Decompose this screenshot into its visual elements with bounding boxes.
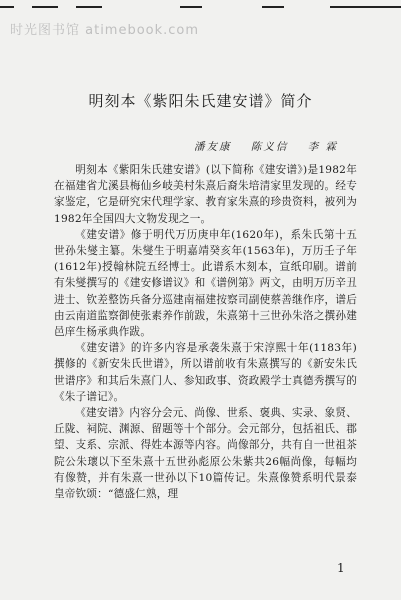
top-rule-segment (32, 6, 58, 8)
article-body (54, 162, 357, 502)
article-title: 明刻本《紫阳朱氏建安谱》简介 (88, 92, 313, 110)
top-rule-segment (0, 6, 14, 8)
body-paragraph: 《建安谱》修于明代万历庚申年(1620年)，系朱氏第十五世孙朱燮主纂。朱燮生于明嘉靖癸亥年(1563年)，万历壬子年(1612年)授翰林院五经博士。此谱系木刻本，宣纸印刷。谱前有朱燮撰写的《建安修谱议》和《谱例第》两文，由明万历辛丑进士、钦差整饬兵备分巡建南福建按察司副使蔡善继作序，谱后由云南道监察御使张素养作前跋，朱熹第十三世孙朱洛之撰孙建邑庠生杨承典作跋。 (54, 228, 357, 339)
author-name: 潘友康 (194, 141, 232, 153)
top-rule-segment (76, 6, 102, 8)
author-line (194, 139, 352, 154)
page-number: 1 (337, 561, 345, 575)
author-name: 李 霖 (307, 141, 339, 153)
top-rule-segment (180, 6, 202, 8)
top-rule-segment (262, 6, 284, 8)
top-rule-segment (330, 6, 401, 8)
watermark: 时光图书馆 atimebook.com (10, 23, 200, 38)
body-paragraph: 明刻本《紫阳朱氏建安谱》(以下简称《建安谱》)是1982年在福建省尤溪县梅仙乡岐美村朱熹后裔朱培清家里发现的。经专家鉴定，它是研究宋代理学家、教育家朱熹的珍贵资料，被列为1982年全国四大文物发现之一。 (54, 164, 357, 225)
body-paragraph: 《建安谱》内容分会元、尚像、世系、褒典、实录、象贤、丘陇、祠院、渊源、留题等十个部分。会元部分，包括祖氏、郡望、支系、宗派、得姓本源等内容。尚像部分，共有自一世祖茶院公朱瓌以下至朱熹十五世孙彪原公朱紫共26幅尚像，每幅均有像赞，并有朱熹一世孙以下10篇传记。朱熹像赞系明代景泰皇帝钦颂：“德盛仁熟，理 (54, 407, 357, 501)
body-paragraph: 《建安谱》的许多内容是承袭朱熹于宋淳熙十年(1183年)撰修的《新安朱氏世谱》，所以谱前收有朱熹撰写的《新安朱氏世谱序》和其后朱熹门人、参知政事、资政殿学士真德秀撰写的《朱子谱记》。 (54, 342, 357, 403)
author-name: 陈义信 (250, 141, 289, 153)
top-border-rules (0, 0, 401, 16)
